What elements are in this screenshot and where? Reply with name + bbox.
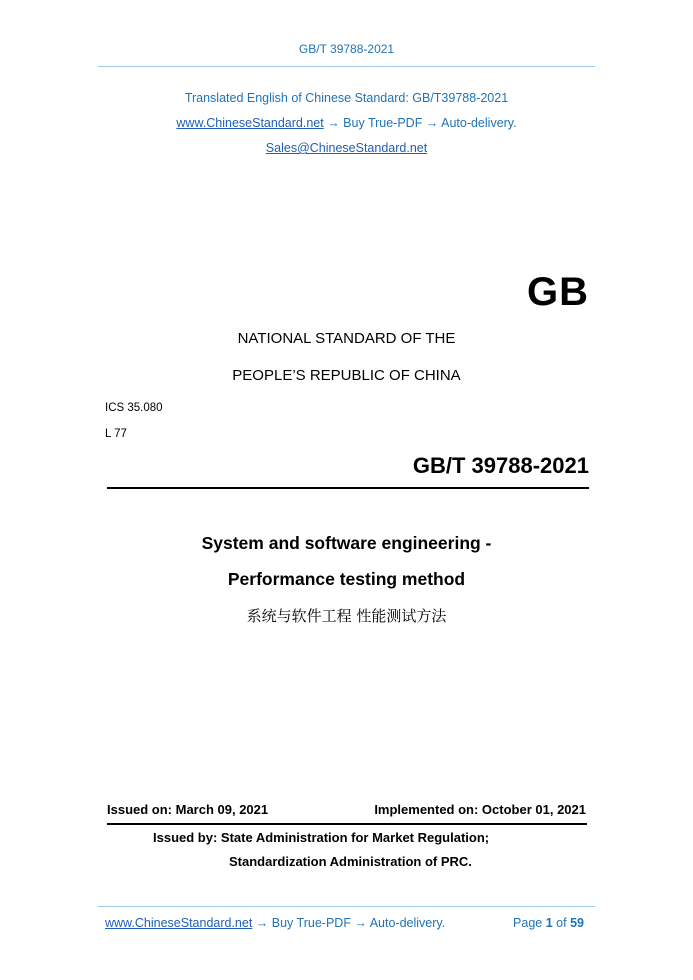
national-standard-line2: PEOPLE’S REPUBLIC OF CHINA: [232, 367, 461, 384]
standard-number: GB/T 39788-2021: [412, 453, 589, 478]
issued-by-line1: Issued by: State Administration for Market Regulation;: [153, 830, 490, 845]
title-en-line2: Performance testing method: [227, 569, 466, 589]
header-doc-code: GB/T 39788-2021: [298, 42, 395, 56]
footer-site-link[interactable]: www.ChineseStandard.net: [105, 916, 253, 930]
gb-mark: GB: [527, 270, 589, 314]
header-divider: [98, 66, 595, 67]
page-indicator: [513, 916, 584, 930]
site-link[interactable]: www.ChineseStandard.net: [176, 116, 324, 130]
promo-line: Translated English of Chinese Standard: GB/T39788-2021: [184, 91, 509, 105]
national-standard-line1: NATIONAL STANDARD OF THE: [237, 330, 456, 347]
title-cn: 系统与软件工程 性能测试方法: [246, 607, 447, 625]
footer-buy-text: → Buy True-PDF → Auto-delivery.: [255, 916, 446, 930]
page-current: 1: [545, 916, 553, 930]
page-of: of: [556, 916, 567, 930]
footer-buy-line: [105, 916, 445, 930]
email-link[interactable]: Sales@ChineseStandard.net: [265, 141, 428, 155]
issued-on: Issued on: March 09, 2021: [107, 802, 269, 817]
page-total: 59: [570, 916, 584, 930]
ics-code: ICS 35.080: [105, 402, 163, 414]
email-line: [0, 141, 693, 155]
footer-divider: [98, 906, 595, 907]
dates-divider: [107, 823, 587, 825]
buy-text: → Buy True-PDF → Auto-delivery.: [327, 116, 517, 130]
title-en-line1: System and software engineering -: [201, 533, 492, 553]
number-divider: [107, 487, 589, 489]
implemented-on: Implemented on: October 01, 2021: [374, 802, 586, 817]
issued-by-line2: Standardization Administration of PRC.: [229, 854, 472, 869]
promo-buy-line: [0, 116, 693, 130]
ccs-code: L 77: [105, 428, 127, 440]
page-label: Page: [513, 916, 543, 930]
